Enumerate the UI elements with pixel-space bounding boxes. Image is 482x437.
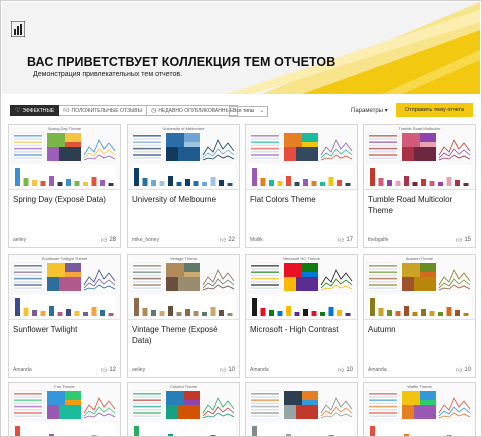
likes-count: 12 bbox=[109, 367, 116, 373]
theme-thumbnail bbox=[246, 383, 357, 437]
thumb-up-icon: 👍︎ bbox=[456, 368, 463, 374]
theme-thumbnail bbox=[364, 383, 475, 437]
thumbnail-title: Microsoft HC Theme bbox=[283, 256, 320, 261]
card-likes[interactable] bbox=[338, 366, 353, 374]
clock-icon: ◷ bbox=[151, 107, 157, 114]
likes-count: 22 bbox=[228, 237, 235, 243]
theme-thumbnail bbox=[128, 255, 239, 320]
theme-card[interactable] bbox=[127, 254, 240, 378]
thumb-up-icon: 👍︎ bbox=[338, 368, 345, 374]
card-title: Spring Day (Exposé Data) bbox=[13, 195, 106, 204]
theme-thumbnail bbox=[9, 383, 120, 437]
filter-top-rated[interactable] bbox=[59, 105, 147, 116]
thumbnail-title: Autumn Theme bbox=[405, 256, 434, 261]
thumbnail-container bbox=[128, 255, 239, 320]
thumbnail-title: Fun Theme bbox=[54, 384, 75, 389]
thumbnail-container bbox=[9, 125, 120, 190]
card-author: Amanda bbox=[250, 367, 269, 373]
page-subtitle: Демонстрация привлекательных тем отчетов. bbox=[33, 71, 183, 78]
card-author: thebgalfe bbox=[368, 237, 389, 243]
card-author: Mollik bbox=[250, 237, 263, 243]
thumbnail-container bbox=[364, 383, 475, 437]
banner-stripes bbox=[2, 2, 480, 94]
card-likes[interactable] bbox=[220, 236, 235, 244]
thumbnail-title: Sunflower Twilight Theme bbox=[41, 256, 88, 261]
filter-tabs bbox=[10, 105, 238, 116]
card-author: aeiley bbox=[132, 367, 146, 373]
caret-down-icon: ▾ bbox=[384, 108, 388, 114]
thumbnail-container bbox=[364, 125, 475, 190]
theme-thumbnail bbox=[9, 255, 120, 320]
card-likes[interactable] bbox=[456, 236, 471, 244]
page-title: ВАС ПРИВЕТСТВУЕТ КОЛЛЕКЦИЯ ТЕМ ОТЧЕТОВ bbox=[27, 55, 336, 69]
thumbnail-container bbox=[128, 125, 239, 190]
filter-featured-label: ЭФФЕКТНЫЕ bbox=[22, 107, 55, 114]
parameters-label: Параметры bbox=[351, 108, 383, 114]
theme-card[interactable] bbox=[8, 124, 121, 248]
filter-recent[interactable] bbox=[147, 105, 238, 116]
card-likes[interactable] bbox=[456, 366, 471, 374]
likes-count: 10 bbox=[228, 367, 235, 373]
theme-thumbnail bbox=[364, 255, 475, 320]
theme-card[interactable] bbox=[245, 124, 358, 248]
thumbnail-title: Waffle Theme bbox=[407, 384, 432, 389]
card-title: University of Melbourne bbox=[132, 195, 217, 204]
filter-top-rated-label: ПОЛОЖИТЕЛЬНЫЕ ОТЗЫВЫ bbox=[71, 107, 143, 114]
theme-card[interactable] bbox=[8, 254, 121, 378]
type-select-value: Все типы bbox=[233, 108, 255, 114]
thumb-up-icon: 👍︎ bbox=[101, 238, 108, 244]
thumb-up-icon: 👍︎ bbox=[63, 107, 70, 114]
theme-card[interactable] bbox=[127, 382, 240, 437]
power-bi-logo bbox=[11, 21, 25, 37]
card-author: Amanda bbox=[368, 367, 387, 373]
theme-thumbnail bbox=[128, 125, 239, 190]
thumb-up-icon: 👍︎ bbox=[220, 368, 227, 374]
thumbnail-title: Tumble Road Multicolor bbox=[398, 126, 441, 131]
theme-card[interactable] bbox=[245, 254, 358, 378]
card-title: Autumn bbox=[368, 325, 396, 334]
thumbnail-container bbox=[9, 383, 120, 437]
thumb-up-icon: 👍︎ bbox=[220, 238, 227, 244]
card-likes[interactable] bbox=[220, 366, 235, 374]
likes-count: 15 bbox=[464, 237, 471, 243]
theme-thumbnail bbox=[364, 125, 475, 190]
parameters-dropdown[interactable] bbox=[351, 107, 388, 114]
thumbnail-title: Vintage Theme bbox=[170, 256, 197, 261]
theme-card[interactable] bbox=[127, 124, 240, 248]
filter-featured[interactable] bbox=[10, 105, 59, 116]
thumbnail-title: Spring Day Theme bbox=[47, 126, 82, 131]
card-title: Flat Colors Theme bbox=[250, 195, 316, 204]
thumb-up-icon: 👍︎ bbox=[101, 368, 108, 374]
thumbnail-title: University of Melbourne bbox=[162, 126, 205, 131]
thumbnail-container bbox=[246, 125, 357, 190]
card-likes[interactable] bbox=[338, 236, 353, 244]
theme-card[interactable] bbox=[363, 124, 476, 248]
card-likes[interactable] bbox=[101, 236, 116, 244]
card-title: Vintage Theme (Exposé Data) bbox=[132, 325, 218, 345]
filter-recent-label: НЕДАВНО ОПУБЛИКОВАННЫЕ bbox=[158, 107, 234, 114]
thumbnail-container bbox=[246, 255, 357, 320]
card-author: aeiley bbox=[13, 237, 27, 243]
welcome-banner bbox=[2, 2, 480, 94]
likes-count: 10 bbox=[346, 367, 353, 373]
theme-card[interactable] bbox=[8, 382, 121, 437]
card-title: Tumble Road Multicolor Theme bbox=[368, 195, 453, 215]
theme-thumbnail bbox=[246, 255, 357, 320]
type-select[interactable] bbox=[229, 106, 268, 117]
card-likes[interactable] bbox=[101, 366, 116, 374]
thumbnail-title: Colorful Theme bbox=[169, 384, 198, 389]
theme-thumbnail bbox=[246, 125, 357, 190]
theme-thumbnail bbox=[9, 125, 120, 190]
theme-card[interactable] bbox=[363, 382, 476, 437]
card-author: Amanda bbox=[13, 367, 32, 373]
theme-card[interactable] bbox=[363, 254, 476, 378]
likes-count: 28 bbox=[109, 237, 116, 243]
card-title: Microsoft - High Contrast bbox=[250, 325, 339, 334]
card-author: mike_honey bbox=[132, 237, 159, 243]
heart-icon: ♡ bbox=[15, 107, 21, 114]
thumbnail-container bbox=[364, 255, 475, 320]
card-title: Sunflower Twilight bbox=[13, 325, 78, 334]
theme-thumbnail bbox=[128, 383, 239, 437]
likes-count: 17 bbox=[346, 237, 353, 243]
chevron-down-icon: ⌄ bbox=[259, 108, 264, 114]
thumb-up-icon: 👍︎ bbox=[456, 238, 463, 244]
thumb-up-icon: 👍︎ bbox=[338, 238, 345, 244]
thumbnail-container bbox=[246, 383, 357, 437]
thumbnail-container bbox=[9, 255, 120, 320]
theme-card[interactable] bbox=[245, 382, 358, 437]
thumbnail-container bbox=[128, 383, 239, 437]
likes-count: 10 bbox=[464, 367, 471, 373]
submit-theme-button[interactable]: Отправить тему отчета bbox=[396, 103, 473, 117]
